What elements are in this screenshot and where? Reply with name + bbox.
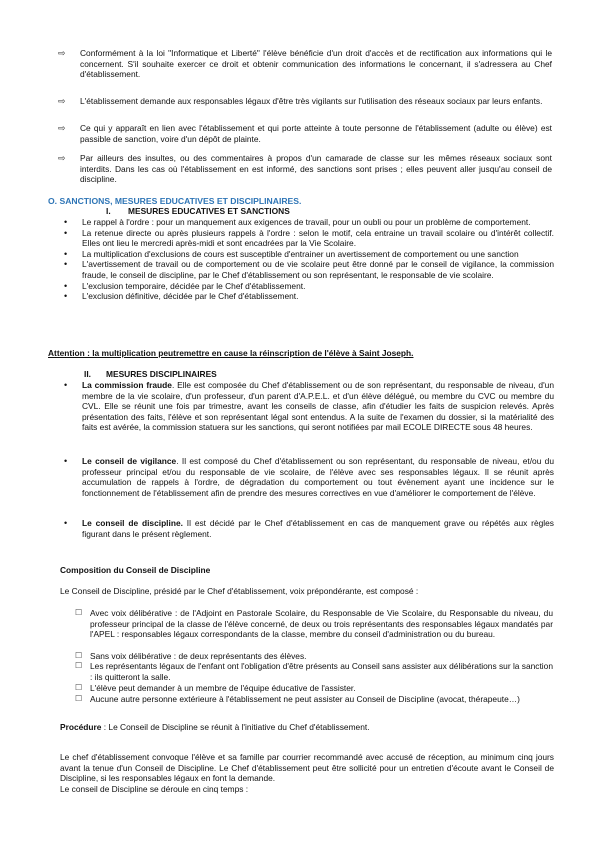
item-body: Il est décidé par le Chef d'établissement en cas de manquement grave ou répétés aux règles figurant dans le présent règlement. <box>82 518 554 539</box>
bullet-icon: • <box>64 291 68 302</box>
composition-item <box>75 683 553 694</box>
procedure <box>60 722 554 733</box>
bullet-icon: • <box>64 380 68 390</box>
arrow-item-text: Ce qui y apparaît en lien avec l'établissement et qui porte atteinte à toute personne de l'établissement (adulte ou élève) est passible de sanction, voire d'un dépôt de plainte. <box>80 123 552 144</box>
list-item-text: La multiplication d'exclusions de cours est susceptible d'entrainer un avertissement de comportement ou une sanction <box>82 248 519 259</box>
arrow-item <box>58 153 552 185</box>
disciplinary-item-text <box>62 380 554 433</box>
bullet-icon: • <box>64 456 68 466</box>
disciplinary-item <box>62 456 554 498</box>
composition-item-text: Aucune autre personne extérieure à l'établissement ne peut assister au Conseil de Discipline (avocat, thérapeute…) <box>90 694 520 704</box>
item-lead: Le conseil de vigilance <box>82 456 177 466</box>
checkbox-icon: ☐ <box>75 651 83 660</box>
part1-number: I. <box>106 206 111 216</box>
part2-title: MESURES DISCIPLINAIRES <box>106 369 217 379</box>
composition-intro-text: Le Conseil de Discipline, présidé par le Chef d'établissement, voix prépondérante, est composé : <box>60 586 419 596</box>
arrow-item-text: Par ailleurs des insultes, ou des commentaires à propos d'un camarade de classe sur les mêmes réseaux sociaux sont interdits. Dans les cas où l'établissement en est informé, des sanctions sont prises ; elles peuvent aller jusqu'au conseil de discipline. <box>80 153 552 185</box>
final-paragraph <box>60 752 554 794</box>
arrow-item <box>58 96 552 107</box>
checkbox-icon: ☐ <box>75 683 83 692</box>
list-item-text: La retenue directe ou après plusieurs rappels à l'ordre : selon le motif, cela entraine un travail scolaire ou d'intérêt collectif. Elles ont lieu le mercredi après-midi et sont encadrées par la Vie Scolaire. <box>82 227 554 249</box>
part1-list <box>62 217 554 302</box>
section-o-title: O. SANCTIONS, MESURES EDUCATIVES ET DISCIPLINAIRES. <box>48 196 302 206</box>
procedure-text <box>60 722 554 733</box>
bullet-icon: • <box>64 248 68 259</box>
final-paragraph-text: Le chef d'établissement convoque l'élève et sa famille par courrier recommandé avec accusé de réception, au minimum cinq jours avant la tenue d'un Conseil de Discipline. Le Chef d'établissement peut être sollicité pour un entretien d'écoute avant le Conseil de Discipline, si les responsables légaux en font la demande. <box>60 752 554 784</box>
disciplinary-item <box>62 380 554 433</box>
list-item <box>62 217 554 228</box>
composition-item <box>75 661 553 682</box>
list-item <box>62 249 554 260</box>
composition-item-text: Les représentants légaux de l'enfant ont l'obligation d'être présents au Conseil sans assister aux délibérations sur la sanction : ils quitteront la salle. <box>90 661 553 682</box>
part1-title: MESURES EDUCATIVES ET SANCTIONS <box>128 206 290 216</box>
attention-note: Attention : la multiplication peutremettre en cause la réinscription de l'élève à Saint Joseph. <box>48 348 414 358</box>
arrow-item <box>58 48 552 80</box>
arrow-item-text: Conformément à la loi "Informatique et Liberté" l'élève bénéficie d'un droit d'accès et de rectification aux informations qui le concernent. S'il souhaite exercer ce droit et obtenir communication des informations le concernant, il s'adressera au Chef d'établissement. <box>80 48 552 80</box>
disciplinary-item-text <box>62 518 554 539</box>
arrow-icon: ⇨ <box>58 48 66 58</box>
checkbox-icon: ☐ <box>75 661 83 670</box>
list-item-text: L'exclusion définitive, décidée par le Chef d'établissement. <box>82 291 299 302</box>
list-item <box>62 291 554 302</box>
composition-title: Composition du Conseil de Discipline <box>60 565 211 575</box>
bullet-icon: • <box>64 518 68 528</box>
composition-item <box>75 694 553 705</box>
list-item-text: Le rappel à l'ordre : pour un manquement aux exigences de travail, pour un oubli ou pour un problème de comportement. <box>82 217 531 227</box>
arrow-item-text: L'établissement demande aux responsables légaux d'être très vigilants sur l'utilisation des réseaux sociaux par leurs enfants. <box>80 96 543 106</box>
composition-item <box>75 608 553 640</box>
item-lead: La commission fraude <box>82 380 172 390</box>
list-item <box>62 259 554 280</box>
composition-intro <box>60 586 554 597</box>
procedure-body: : Le Conseil de Discipline se réunit à l'initiative du Chef d'établissement. <box>101 722 370 732</box>
part2-number: II. <box>84 369 91 379</box>
disciplinary-item <box>62 518 554 539</box>
composition-item-text: Avec voix délibérative : de l'Adjoint en Pastorale Scolaire, du Responsable de Vie Scolaire, du Responsable du niveau, du professeur principal de la classe de l'élève concerné, de deux ou trois représentants des responsables légaux mandatés par l'APEL : responsables légaux correspondants de la classe, membre du conseil d'administration ou du bureau. <box>90 608 553 640</box>
list-item-text: L'exclusion temporaire, décidée par le Chef d'établissement. <box>82 280 306 291</box>
arrow-icon: ⇨ <box>58 96 66 106</box>
bullet-icon: • <box>64 280 68 291</box>
checkbox-icon: ☐ <box>75 608 83 617</box>
bullet-icon: • <box>64 217 68 227</box>
disciplinary-item-text <box>62 456 554 498</box>
item-body: . Il est composé du Chef d'établissement ou son représentant, du responsable de niveau, et/ou du professeur principal et/ou du responsable de vie scolaire, de l'élève avec ses responsables légaux. Il se réunit après accumulation de rappels à l'ordre, de dégradation du comportement ou tout évènement ayant une incidence sur le fonctionnement de l'établissement afin de prendre des mesures correctives en vue d'améliorer le comportement de l'élève. <box>82 456 554 498</box>
bullet-icon: • <box>64 227 68 238</box>
list-item <box>62 281 554 292</box>
composition-item <box>75 651 553 662</box>
part2-heading <box>84 369 217 379</box>
bullet-icon: • <box>64 259 68 270</box>
list-item-text: L'avertissement de travail ou de comportement ou de vie scolaire peut être donné par le conseil de vigilance, la commission fraude, le conseil de discipline, par le Chef d'établissement ou son représentant, le responsable de vie scolaire. <box>82 259 554 280</box>
item-body: . Elle est composée du Chef d'établissement ou de son représentant, du responsable de niveau, d'un membre de la vie scolaire, d'un professeur, d'un parent d'A.P.E.L. et d'un élève délégué, ou membre du CVC ou membre du CVL. Elle se réunit une fois par trimestre, avant les conseils de classe, afin d'étudier les faits de suspicion relevés. Après présentation des faits, l'élève et son représentant légal sont entendus. A la suite de l'examen du dossier, si la matérialité des faits est avérée, la commission statuera sur les sanctions, qui seront notifiées par mail ECOLE DIRECTE sous 48 heures. <box>82 380 554 433</box>
part1-heading <box>106 206 290 216</box>
procedure-label: Procédure <box>60 722 102 732</box>
arrow-icon: ⇨ <box>58 153 66 163</box>
composition-item-text: Sans voix délibérative : de deux représentants des élèves. <box>90 651 307 661</box>
arrow-icon: ⇨ <box>58 123 66 133</box>
checkbox-icon: ☐ <box>75 694 83 703</box>
arrow-item <box>58 123 552 144</box>
final-line: Le conseil de Discipline se déroule en cinq temps : <box>60 783 249 794</box>
composition-item-text: L'élève peut demander à un membre de l'équipe éducative de l'assister. <box>90 683 356 693</box>
item-lead: Le conseil de discipline. <box>82 518 183 528</box>
list-item <box>62 228 554 249</box>
